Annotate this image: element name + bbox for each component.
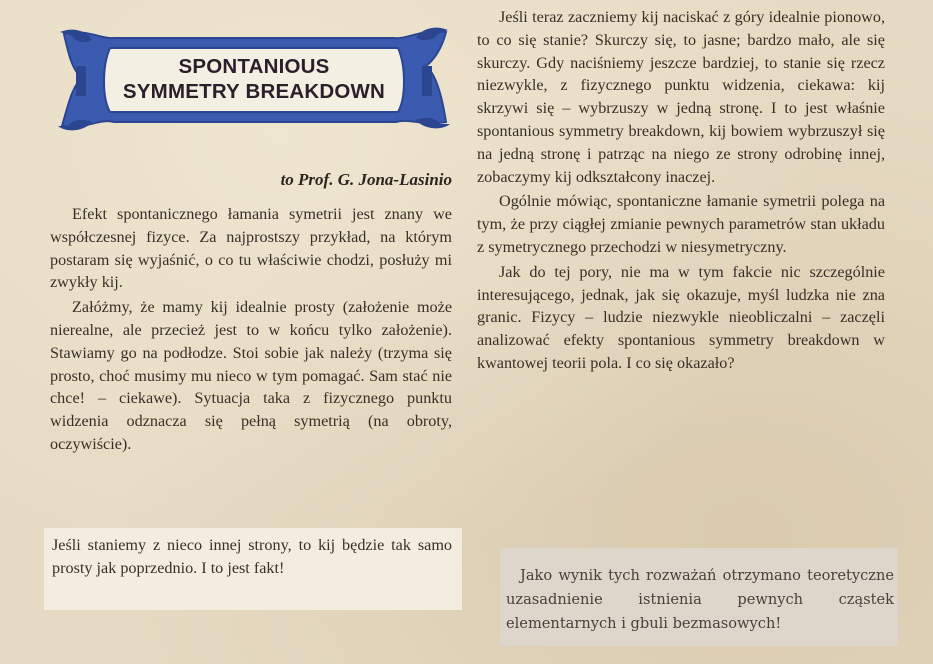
title-banner bbox=[54, 26, 454, 134]
left-column bbox=[50, 0, 456, 664]
paragraph: Jeśli teraz zaczniemy kij naciskać z góry idealnie pionowo, to co się stanie? Skurczy się, to jasne; bardzo mało, ale się skurczy. Gdy naciśniemy jeszcze bardziej, to stanie się rzecz niezwykle, z fizycznego punktu widzenia, ciekawa: kij skrzywi się – wybrzuszy w jedną stronę. I to jest właśnie spontanious symmetry breakdown, kij bowiem wybrzuszył się na jedną stronę i patrząc na niego ze strony odrobinę innej, zobaczymy kij odkształcony inaczej. bbox=[477, 8, 885, 186]
paragraph: Ogólnie mówiąc, spontaniczne łamanie symetrii polega na tym, że przy ciągłej zmianie pewnych parametrów stan układu z symetrycznego przechodzi w niesymetryczny. bbox=[477, 192, 885, 256]
paragraph: Jak do tej pory, nie ma w tym fakcie nic szczególnie interesującego, jednak, jak się okazuje, myśl ludzka nie zna granic. Fizycy – ludzie niezwykle nieobliczalni – zaczęli analizować efekty spontanious symmetry breakdown w kwantowej teorii pola. I co się okazało? bbox=[477, 262, 885, 372]
right-highlight-paragraph: Jako wynik tych rozważań otrzymano teoretyczne uzasadnienie istnienia pewnych cząstek elementarnych i gbuli bezmasowych! bbox=[506, 567, 894, 632]
paragraph: Załóżmy, że mamy kij idealnie prosty (założenie może nierealne, ale przecież jest to w końcu tylko założenie). Stawiamy go na podłodze. Stoi sobie jak należy (trzyma się prosto, choć musimy mu nieco w tym pomagać. Sam stać nie chce! – ciekawe). Sytuacja taka z fizycznego punktu widzenia odznacza się pełną symetrią (na obroty, oczywiście). bbox=[50, 298, 452, 453]
title-line-2: SYMMETRY BREAKDOWN bbox=[122, 80, 386, 103]
dedication: to Prof. G. Jona-Lasinio bbox=[280, 170, 452, 189]
right-highlight-text bbox=[506, 564, 894, 636]
left-body-text bbox=[50, 203, 452, 458]
article-title bbox=[106, 54, 402, 104]
right-body-text bbox=[477, 6, 885, 377]
title-line-1: SPONTANIOUS bbox=[178, 55, 330, 78]
right-highlight-box bbox=[500, 548, 898, 646]
paragraph: Efekt spontanicznego łamania symetrii jest znany we współczesnej fizyce. Za najprostszy przykład, na którym postaram się wyjaśnić, o co tu właściwie chodzi, posłuży mi zwykły kij. bbox=[50, 205, 452, 292]
left-highlight-box bbox=[44, 528, 462, 610]
left-highlight-text: Jeśli staniemy z nieco innej strony, to kij będzie tak samo prosty jak poprzednio. I to jest fakt! bbox=[52, 536, 452, 577]
